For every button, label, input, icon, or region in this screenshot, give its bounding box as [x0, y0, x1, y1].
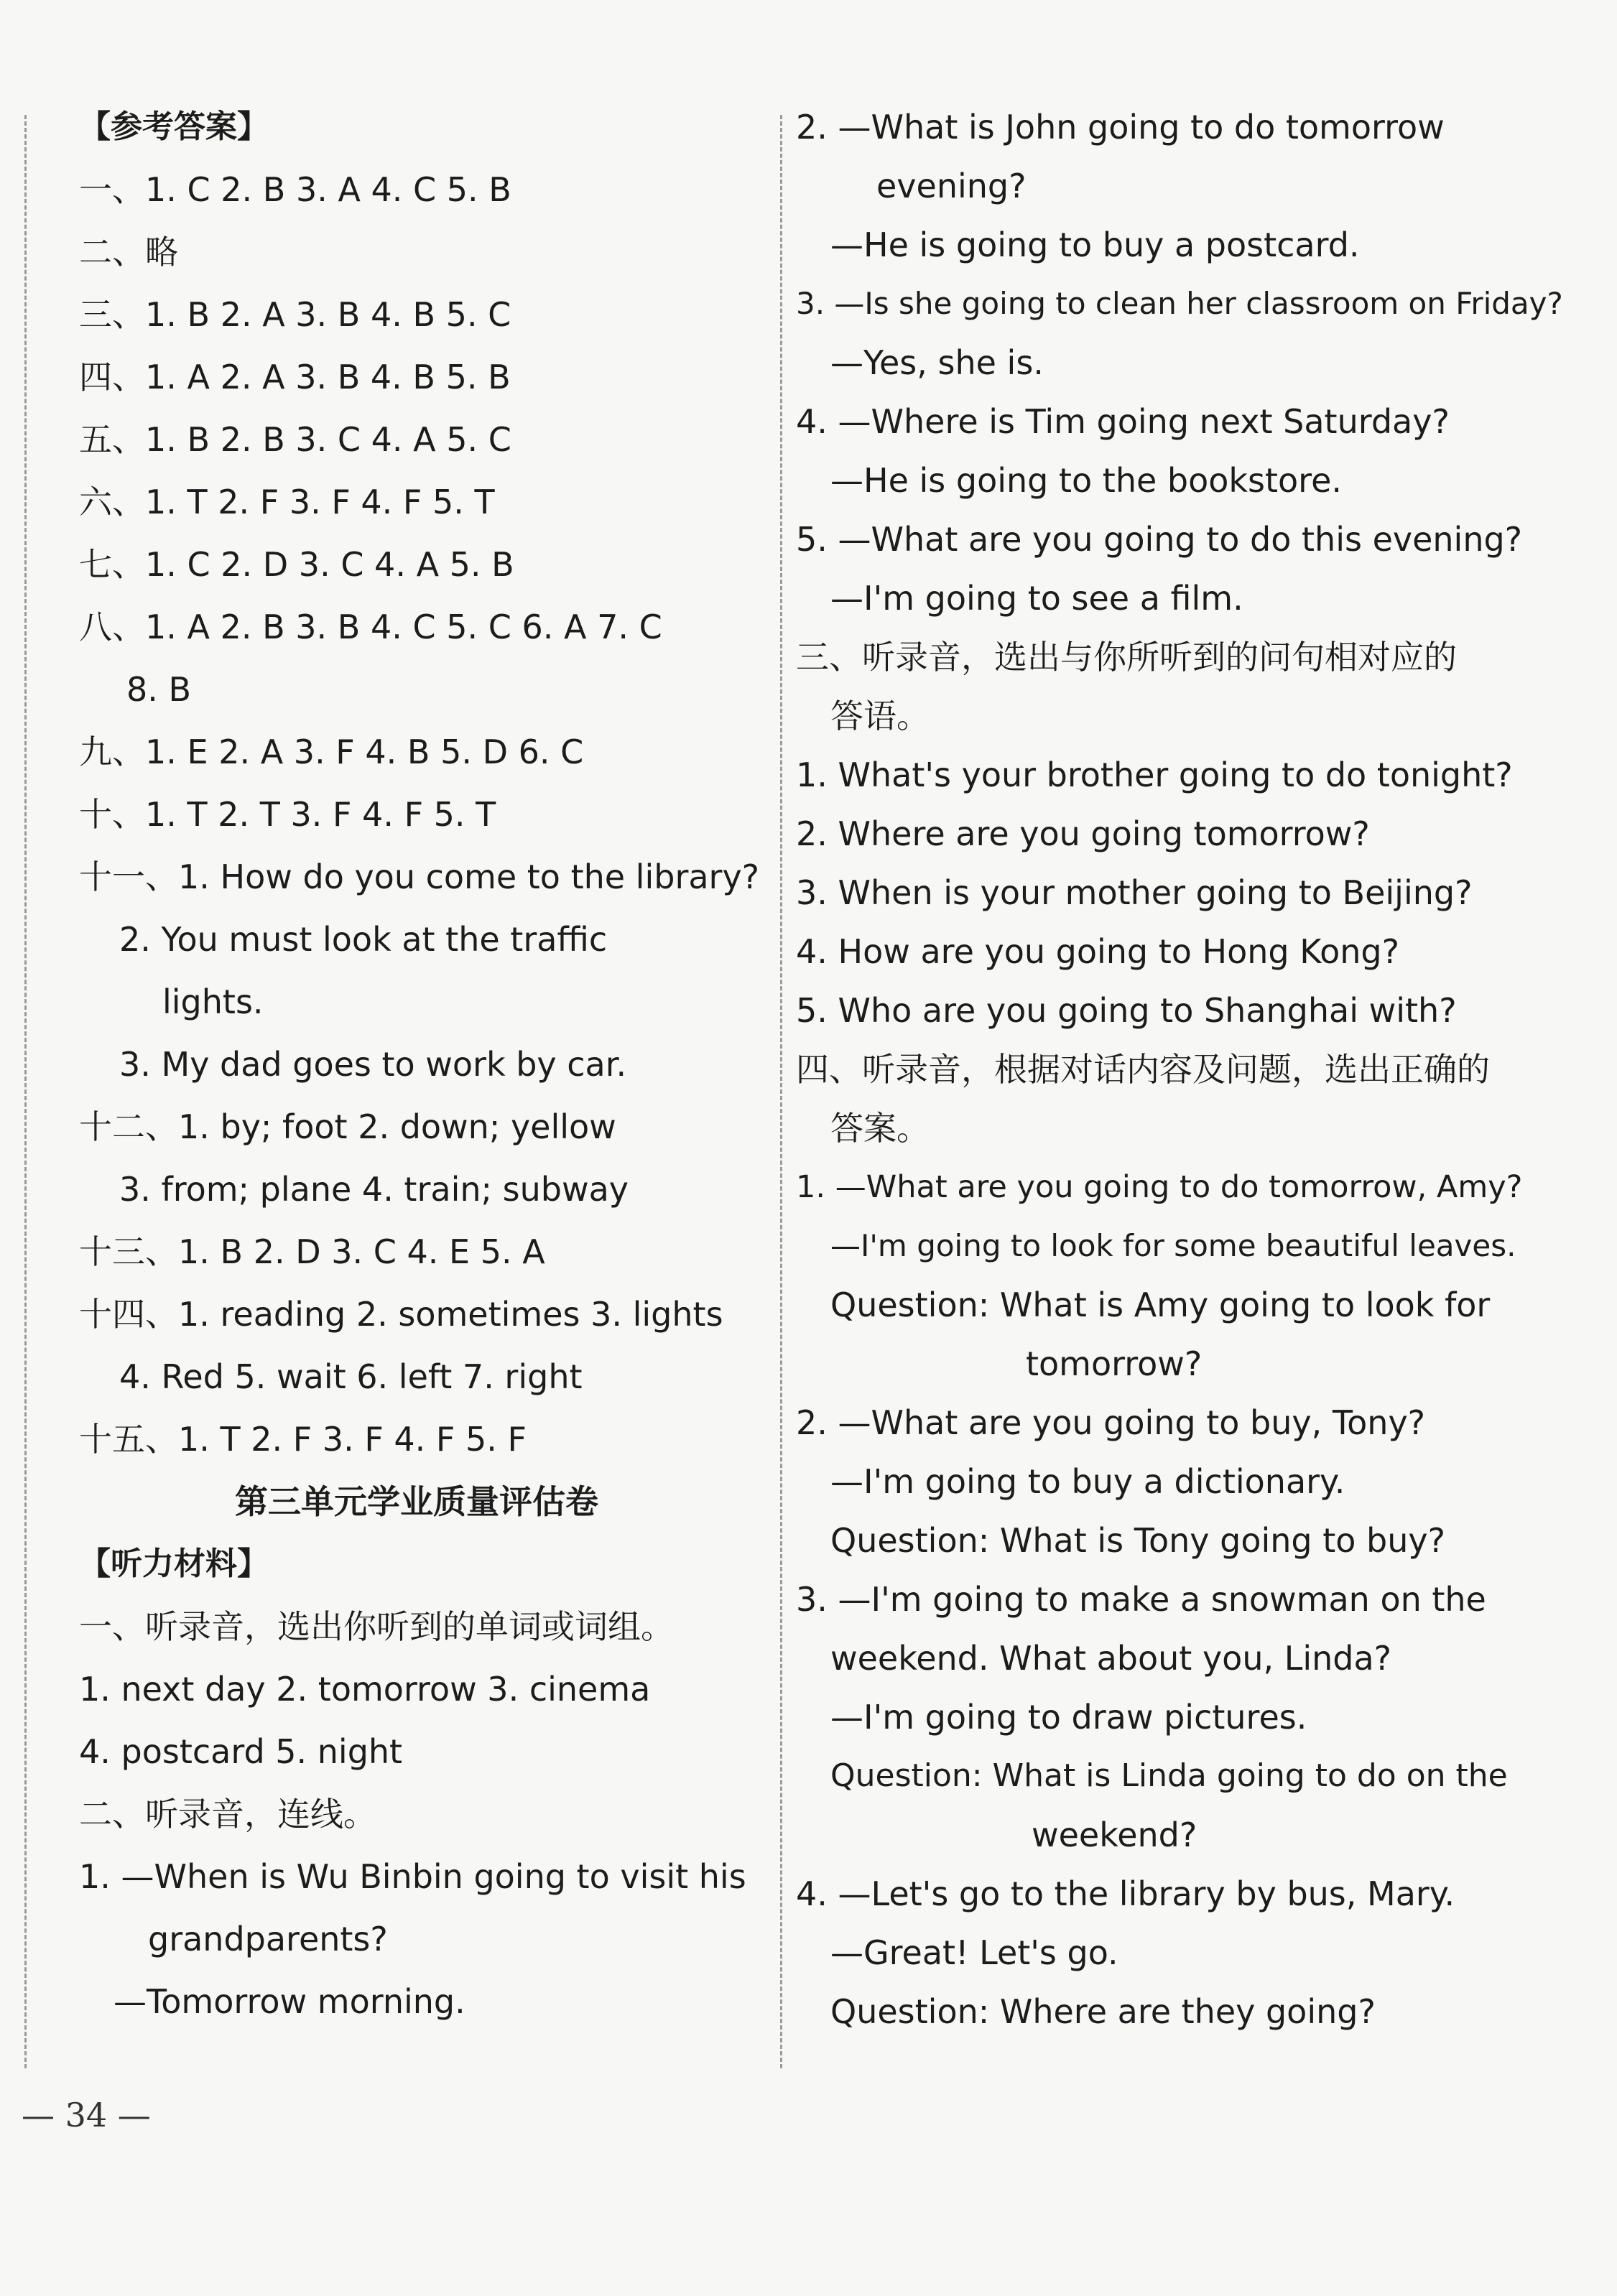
listening-line: 3. When is your mother going to Beijing? [796, 873, 1473, 912]
listening-line: —Tomorrow morning. [113, 1982, 465, 2021]
answer-line: 3. My dad goes to work by car. [119, 1045, 627, 1084]
listening-line: grandparents? [148, 1920, 388, 1958]
listening-line: —Yes, she is. [830, 343, 1044, 382]
listening-line: 2. —What are you going to buy, Tony? [796, 1403, 1426, 1442]
listening-line: 5. Who are you going to Shanghai with? [796, 991, 1457, 1030]
listening-material-header: 【听力材料】 [79, 1546, 269, 1582]
answer-line: lights. [162, 982, 264, 1021]
answer-line: 十五、1. T 2. F 3. F 4. F 5. F [79, 1420, 527, 1459]
listening-line: 答语。 [830, 697, 930, 735]
answer-line: 九、1. E 2. A 3. F 4. B 5. D 6. C [79, 733, 584, 771]
listening-line: 3. —Is she going to clean her classroom on Friday? [796, 286, 1563, 321]
listening-line: weekend. What about you, Linda? [830, 1639, 1392, 1678]
listening-line: tomorrow? [1026, 1344, 1203, 1383]
answer-line: 4. Red 5. wait 6. left 7. right [119, 1357, 583, 1396]
listening-line: Question: What is Tony going to buy? [830, 1521, 1446, 1560]
left-margin-divider [24, 115, 27, 2068]
listening-line: weekend? [1032, 1816, 1197, 1854]
listening-line: —I'm going to look for some beautiful leaves. [830, 1228, 1516, 1263]
listening-line: —He is going to buy a postcard. [830, 226, 1360, 264]
right-column [796, 108, 1563, 2051]
answer-line: 一、1. C 2. B 3. A 4. C 5. B [79, 170, 511, 209]
listening-line: Question: What is Amy going to look for [830, 1286, 1491, 1324]
listening-line: 4. How are you going to Hong Kong? [796, 932, 1400, 971]
answer-line: 八、1. A 2. B 3. B 4. C 5. C 6. A 7. C [79, 608, 662, 646]
answer-line: 五、1. B 2. B 3. C 4. A 5. C [79, 420, 511, 459]
listening-line: —Great! Let's go. [830, 1933, 1118, 1972]
answer-line: 四、1. A 2. A 3. B 4. B 5. B [79, 358, 511, 396]
listening-line: 2. Where are you going tomorrow? [796, 814, 1370, 853]
answer-line: 3. from; plane 4. train; subway [119, 1170, 629, 1209]
listening-line: 二、听录音，连线。 [79, 1795, 376, 1833]
listening-line: 2. —What is John going to do tomorrow [796, 108, 1445, 147]
listening-line: 一、听录音，选出你听到的单词或词组。 [79, 1607, 674, 1646]
listening-line: 5. —What are you going to do this evening? [796, 520, 1523, 559]
listening-line: 三、听录音，选出与你所听到的问句相对应的 [796, 638, 1457, 677]
listening-line: 4. —Let's go to the library by bus, Mary. [796, 1874, 1455, 1913]
section-title: 第三单元学业质量评估卷 [235, 1482, 598, 1521]
answer-key-header: 【参考答案】 [79, 108, 269, 145]
column-divider [780, 115, 782, 2068]
listening-line: 1. What's your brother going to do tonight? [796, 756, 1513, 794]
listening-line: 1. —When is Wu Binbin going to visit his [79, 1857, 746, 1896]
listening-line: evening? [876, 167, 1027, 205]
listening-line: 1. —What are you going to do tomorrow, Amy? [796, 1169, 1523, 1205]
answer-line: 三、1. B 2. A 3. B 4. B 5. C [79, 295, 511, 334]
answer-line: 8. B [126, 670, 192, 709]
listening-line: —I'm going to draw pictures. [830, 1698, 1307, 1737]
answer-line: 十二、1. by; foot 2. down; yellow [79, 1107, 616, 1146]
listening-line: Question: Where are they going? [830, 1992, 1376, 2031]
answer-line: 六、1. T 2. F 3. F 4. F 5. T [79, 483, 495, 521]
answer-line: 十一、1. How do you come to the library? [79, 857, 760, 896]
listening-line: 答案。 [830, 1109, 930, 1148]
listening-line: —I'm going to see a film. [830, 579, 1243, 618]
answer-line: 十四、1. reading 2. sometimes 3. lights [79, 1295, 723, 1334]
listening-line: Question: What is Linda going to do on the [830, 1757, 1508, 1794]
listening-line: 3. —I'm going to make a snowman on the [796, 1580, 1486, 1619]
answer-line: 十、1. T 2. T 3. F 4. F 5. T [79, 795, 496, 834]
answer-line: 二、略 [79, 233, 178, 271]
left-column [79, 108, 760, 2045]
listening-line: 4. postcard 5. night [79, 1732, 403, 1771]
listening-line: 4. —Where is Tim going next Saturday? [796, 402, 1450, 441]
listening-line: —I'm going to buy a dictionary. [830, 1462, 1345, 1501]
listening-line: 四、听录音，根据对话内容及问题，选出正确的 [796, 1050, 1490, 1089]
page-number: — 34 — [22, 2096, 151, 2134]
answer-line: 2. You must look at the traffic [119, 920, 608, 959]
listening-line: —He is going to the bookstore. [830, 461, 1342, 500]
listening-line: 1. next day 2. tomorrow 3. cinema [79, 1670, 651, 1709]
answer-line: 七、1. C 2. D 3. C 4. A 5. B [79, 545, 514, 584]
answer-line: 十三、1. B 2. D 3. C 4. E 5. A [79, 1232, 545, 1271]
